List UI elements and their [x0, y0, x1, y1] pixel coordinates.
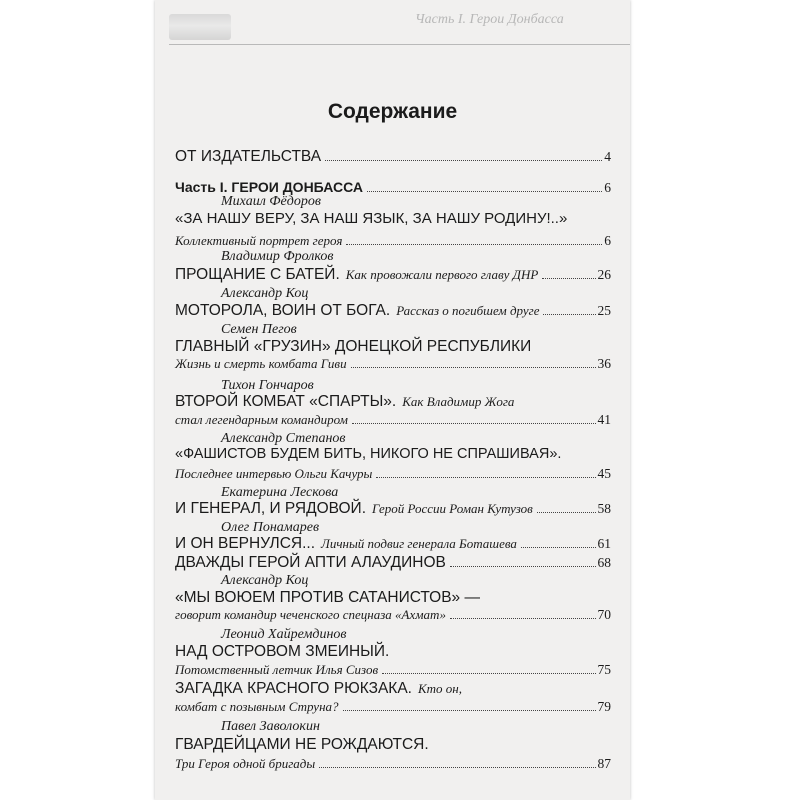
dot-leader: [376, 477, 595, 478]
dot-leader: [367, 191, 602, 192]
toc-entry-stepanov-title[interactable]: [175, 446, 611, 462]
toc-entry-kots1[interactable]: [175, 302, 611, 320]
toc-entry-fedorov-title[interactable]: [175, 210, 611, 227]
header-rule: [169, 44, 630, 45]
toc-entry-aladinov[interactable]: [175, 554, 611, 572]
toc-entry-kots2-title[interactable]: [175, 589, 611, 607]
dot-leader: [351, 367, 596, 368]
toc-entry-goncharov-sub[interactable]: [175, 412, 611, 428]
entry-author: Олег Понамарев: [221, 520, 320, 535]
entry-subtitle-cont: стал легендарным командиром: [175, 412, 348, 427]
entry-author: Семен Пегов: [221, 322, 297, 337]
dot-leader: [521, 547, 596, 548]
entry-title: ПРОЩАНИЕ С БАТЕЙ.: [175, 266, 340, 283]
toc-entry-kots2-sub[interactable]: [175, 607, 611, 623]
book-page: [155, 0, 630, 800]
entry-subtitle: говорит командир чеченского спецназа «Ахмат»: [175, 607, 446, 622]
entry-author: Александр Коц: [221, 573, 309, 588]
entry-title: ВТОРОЙ КОМБАТ «СПАРТЫ».: [175, 393, 397, 410]
dot-leader: [343, 710, 596, 711]
entry-subtitle: Личный подвиг генерала Боташева: [321, 536, 517, 551]
entry-title: «ФАШИСТОВ БУДЕМ БИТЬ, НИКОГО НЕ СПРАШИВАЯ».: [175, 446, 562, 462]
entry-title: ДВАЖДЫ ГЕРОЙ АПТИ АЛАУДИНОВ: [175, 554, 446, 571]
dot-leader: [542, 278, 595, 279]
dot-leader: [537, 512, 596, 513]
entry-subtitle: Как Владимир Жога: [402, 394, 515, 409]
page-number: 25: [597, 303, 611, 318]
entry-subtitle-cont: комбат с позывным Струна?: [175, 699, 339, 714]
dot-leader: [319, 767, 595, 768]
dot-leader: [382, 673, 595, 674]
entry-subtitle: Рассказ о погибшем друге: [396, 303, 540, 318]
toc-entry-khayremdinov-title[interactable]: [175, 643, 611, 661]
page-number: 36: [597, 356, 611, 371]
entry-title: ГВАРДЕЙЦАМИ НЕ РОЖДАЮТСЯ.: [175, 736, 429, 753]
contents-title: Содержание: [327, 100, 458, 123]
page-number: 87: [597, 756, 611, 771]
entry-title: «ЗА НАШУ ВЕРУ, ЗА НАШ ЯЗЫК, ЗА НАШУ РОДИНУ!..»: [175, 210, 568, 227]
part-title: Часть I. ГЕРОИ ДОНБАССА: [175, 179, 363, 195]
running-head: Часть I. Герои Донбасса: [415, 12, 564, 27]
toc-entry-khayremdinov-sub[interactable]: [175, 662, 611, 678]
page-number: 79: [597, 699, 611, 714]
entry-author: Александр Коц: [221, 286, 309, 301]
entry-title: МОТОРОЛА, ВОИН ОТ БОГА.: [175, 302, 391, 319]
entry-author: Тихон Гончаров: [221, 378, 314, 393]
toc-entry-ryukzak-title[interactable]: [175, 680, 611, 698]
entry-subtitle: Кто он,: [417, 681, 462, 696]
page-number: 61: [597, 536, 611, 551]
entry-subtitle: Герой России Роман Кутузов: [372, 501, 533, 516]
entry-author: Александр Степанов: [221, 431, 346, 446]
dot-leader: [325, 160, 602, 161]
dot-leader: [543, 314, 595, 315]
toc-entry-pegov-sub[interactable]: [175, 356, 611, 372]
page-number: 26: [597, 267, 611, 282]
toc-entry-stepanov-sub[interactable]: [175, 466, 611, 482]
entry-author: Леонид Хайремдинов: [221, 627, 347, 642]
entry-title: ЗАГАДКА КРАСНОГО РЮКЗАКА.: [175, 680, 412, 697]
entry-subtitle: Жизнь и смерть комбата Гиви: [175, 356, 347, 371]
toc-entry-frolkov[interactable]: [175, 266, 611, 284]
page-number: 68: [597, 555, 611, 570]
page-number: 58: [597, 501, 611, 516]
entry-title: НАД ОСТРОВОМ ЗМЕИНЫЙ.: [175, 643, 390, 660]
entry-subtitle: Потомственный летчик Илья Сизов: [175, 662, 379, 677]
entry-author: Екатерина Лескова: [221, 485, 339, 500]
page-number: 41: [597, 412, 611, 427]
page-number: 75: [597, 662, 611, 677]
entry-subtitle: Коллективный портрет героя: [175, 233, 343, 248]
toc-entry-ryukzak-sub[interactable]: [175, 699, 611, 715]
toc-entry-pegov-title[interactable]: [175, 338, 611, 356]
entry-title: И ОН ВЕРНУЛСЯ...: [175, 535, 316, 552]
toc-entry-zavolokin-sub[interactable]: [175, 756, 611, 772]
entry-title: И ГЕНЕРАЛ, И РЯДОВОЙ.: [175, 500, 366, 517]
entry-author: Михаил Фёдоров: [221, 194, 321, 209]
toc-entry-leskova[interactable]: [175, 500, 611, 518]
entry-title: ОТ ИЗДАТЕЛЬСТВА: [175, 148, 322, 165]
entry-author: Владимир Фролков: [221, 249, 334, 264]
entry-title: «МЫ ВОЮЕМ ПРОТИВ САТАНИСТОВ» —: [175, 589, 480, 606]
flag-banner-decoration: [169, 14, 231, 40]
toc-entry-goncharov-title[interactable]: [175, 393, 611, 411]
dot-leader: [346, 244, 602, 245]
entry-title: ГЛАВНЫЙ «ГРУЗИН» ДОНЕЦКОЙ РЕСПУБЛИКИ: [175, 338, 532, 355]
toc-entry-fedorov-sub[interactable]: [175, 233, 611, 249]
dot-leader: [352, 423, 596, 424]
entry-author: Павел Заволокин: [221, 719, 320, 734]
toc-entry-ponamarev[interactable]: [175, 535, 611, 553]
toc-entry-publisher[interactable]: [175, 148, 611, 166]
entry-subtitle: Три Героя одной бригады: [175, 756, 316, 771]
page-number: 70: [597, 607, 611, 622]
toc-entry-zavolokin-title[interactable]: [175, 736, 611, 754]
page-number: 45: [597, 466, 611, 481]
page-number: 6: [604, 233, 611, 248]
page-number: 6: [604, 180, 611, 195]
dot-leader: [450, 618, 596, 619]
entry-subtitle: Как провожали первого главу ДНР: [345, 267, 539, 282]
page-number: 4: [604, 149, 611, 164]
dot-leader: [450, 566, 596, 567]
entry-subtitle: Последнее интервью Ольги Качуры: [175, 466, 373, 481]
